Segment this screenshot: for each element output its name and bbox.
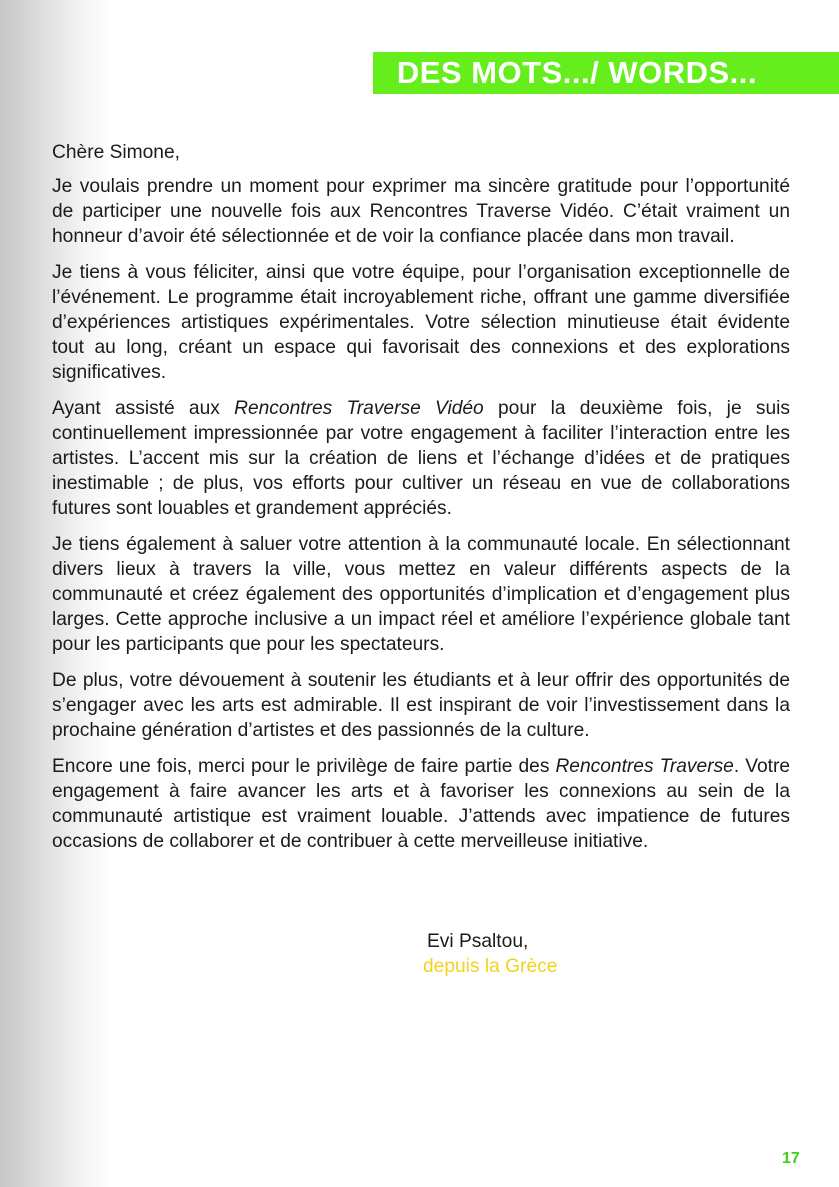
letter-body — [52, 140, 790, 865]
paragraph-3-text-start: Ayant assisté aux — [52, 398, 235, 419]
letter-paragraph-2: Je tiens à vous féliciter, ainsi que votre équipe, pour l’organisation exceptionnelle de l’événement. Le programme était incroyablement riche, offrant une gamme diversifiée d’expériences artistiques expérimentales. Votre sélection minutieuse était évidente tout au long, créant un espace qui favorisait des connexions et des explorations significatives. — [52, 262, 790, 383]
signature-block — [423, 929, 557, 979]
paragraph-6-text-end: . Votre engagement à faire avancer les arts et à favoriser les connexions au sein de la communauté artistique est vraiment louable. J’attends avec impatience de futures occasions de collaborer et de contribuer à cette merveilleuse initiative. — [52, 756, 791, 852]
festival-name-italic: Rencontres Traverse — [555, 756, 734, 777]
page-number: 17 — [782, 1150, 800, 1167]
letter-paragraph-4: Je tiens également à saluer votre attention à la communauté locale. En sélectionnant divers lieux à travers la ville, vous mettez en valeur différents aspects de la communauté et créez également des opportunités d’implication et d’engagement plus larges. Cette approche inclusive a un impact réel et améliore l’expérience globale tant pour les participants que pour les spectateurs. — [52, 534, 790, 655]
letter-paragraph-3 — [52, 396, 790, 521]
signature-origin: depuis la Grèce — [423, 956, 558, 977]
section-title: DES MOTS.../ WORDS... — [396, 55, 757, 90]
letter-paragraph-1: Je voulais prendre un moment pour exprimer ma sincère gratitude pour l’opportunité de participer une nouvelle fois aux Rencontres Traverse Vidéo. C’était vraiment un honneur d’avoir été sélectionnée et de voir la confiance placée dans mon travail. — [52, 176, 790, 247]
letter-paragraph-5: De plus, votre dévouement à soutenir les étudiants et à leur offrir des opportunités de s’engager avec les arts est admirable. Il est inspirant de voir l’investissement dans la prochaine génération d’artistes et des passionnés de la culture. — [52, 670, 790, 741]
festival-name-italic: Rencontres Traverse Vidéo — [234, 398, 484, 419]
paragraph-3-text-end: pour la deuxième fois, je suis continuellement impressionnée par votre engagement à faciliter l’interaction entre les artistes. L’accent mis sur la création de liens et l’échange d’idées et de pratiques inestimable ; de plus, vos efforts pour cultiver un réseau en vue de collaborations futures sont louables et grandement appréciés. — [52, 398, 790, 519]
letter-paragraph-6 — [52, 754, 790, 854]
signature-name: Evi Psaltou, — [427, 931, 529, 952]
letter-greeting: Chère Simone, — [52, 142, 180, 163]
section-banner — [373, 52, 839, 94]
paragraph-6-text-start: Encore une fois, merci pour le privilège de faire partie des — [52, 756, 556, 777]
